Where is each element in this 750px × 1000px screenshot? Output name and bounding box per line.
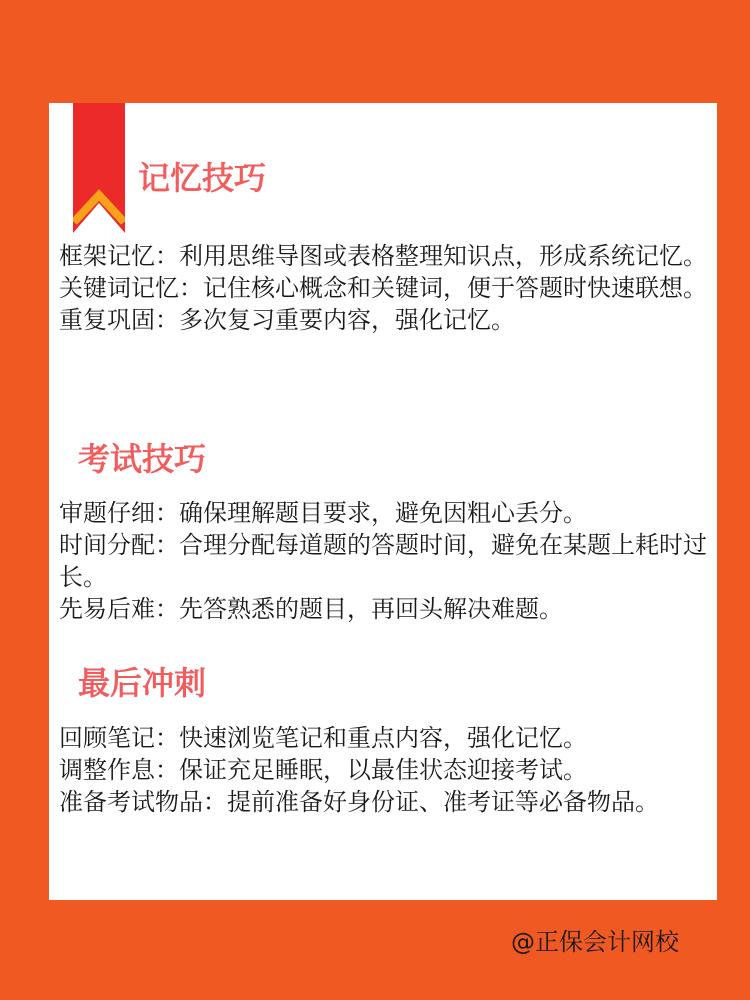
section-body-memory [59, 240, 711, 336]
list-item: 重复巩固：多次复习重要内容，强化记忆。 [59, 306, 515, 334]
bookmark-ribbon-icon [73, 103, 125, 233]
list-item: 回顾笔记：快速浏览笔记和重点内容，强化记忆。 [59, 724, 587, 752]
watermark: @正保会计网校 [511, 928, 679, 956]
section-body-exam [59, 497, 711, 625]
section-title-memory: 记忆技巧 [138, 159, 267, 197]
list-item: 框架记忆：利用思维导图或表格整理知识点，形成系统记忆。 [59, 242, 707, 270]
list-item: 准备考试物品：提前准备好身份证、准考证等必备物品。 [59, 788, 659, 816]
list-item: 先易后难：先答熟悉的题目，再回头解决难题。 [59, 595, 563, 623]
list-item: 审题仔细：确保理解题目要求，避免因粗心丢分。 [59, 499, 587, 527]
section-title-exam: 考试技巧 [78, 440, 207, 478]
section-title-final-sprint: 最后冲刺 [78, 664, 207, 702]
list-item: 时间分配：合理分配每道题的答题时间，避免在某题上耗时过长。 [59, 531, 707, 591]
list-item: 调整作息：保证充足睡眠，以最佳状态迎接考试。 [59, 756, 587, 784]
list-item: 关键词记忆：记住核心概念和关键词，便于答题时快速联想。 [59, 274, 707, 302]
section-body-final-sprint [59, 722, 711, 818]
